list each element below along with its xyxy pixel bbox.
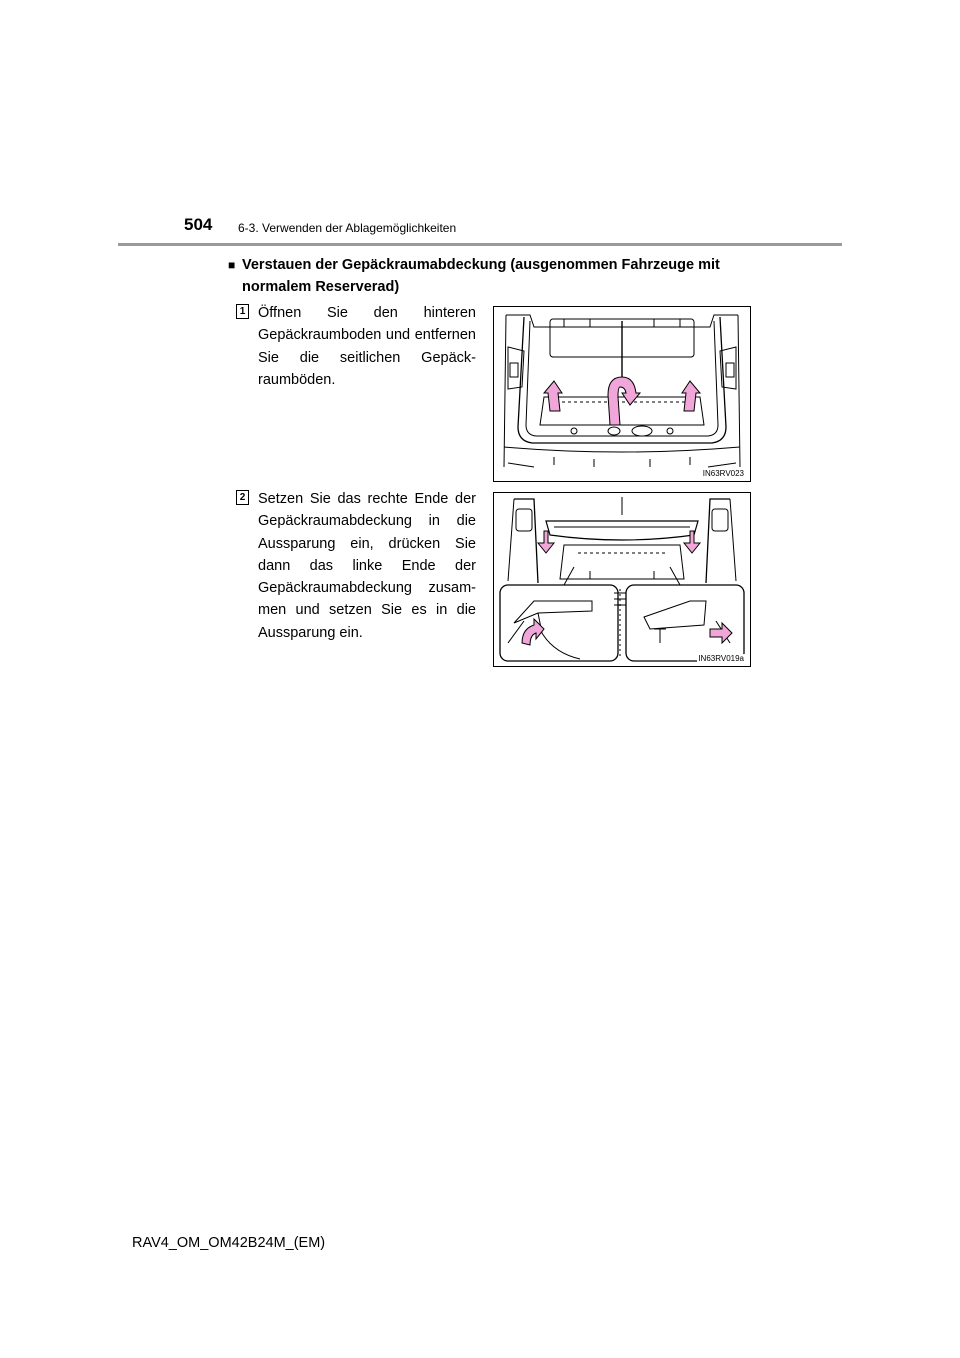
header-divider: [118, 243, 842, 246]
page-number: 504: [184, 215, 213, 234]
subsection-heading: [228, 254, 768, 298]
step-1-text: Öffnen Sie den hinteren Gepäckraumboden und entfernen Sie die seitlichen Gepäckraumböden.: [258, 305, 476, 388]
figure-2-install-cover: [493, 492, 751, 667]
illustration-cover-installation: [494, 493, 750, 666]
step-2-badge: 2: [236, 490, 249, 505]
document-code: RAV4_OM_OM42B24M_(EM): [132, 1235, 326, 1251]
heading-bullet: ■: [228, 258, 236, 272]
section-title: 6-3. Verwenden der Ablagemöglichkeiten: [238, 221, 457, 235]
illustration-luggage-compartment: [494, 307, 750, 481]
figure-1-open-luggage-floor: [493, 306, 751, 482]
heading-text: Verstauen der Gepäckraumabdeckung (ausgenommen Fahrzeuge mit normalem Reserverad): [242, 257, 720, 295]
figure-1-code: IN63RV023: [702, 469, 744, 478]
figure-2-code: IN63RV019a: [698, 654, 744, 663]
step-2-text: Setzen Sie das rechte Ende der Gepäckraumabdeckung in die Aussparung ein, drücken Sie dann das linke Ende der Gepäckraumabdeckung zusammen und setzen Sie es in die Aussparung ein.: [258, 491, 476, 641]
step-1-badge: 1: [236, 304, 249, 319]
